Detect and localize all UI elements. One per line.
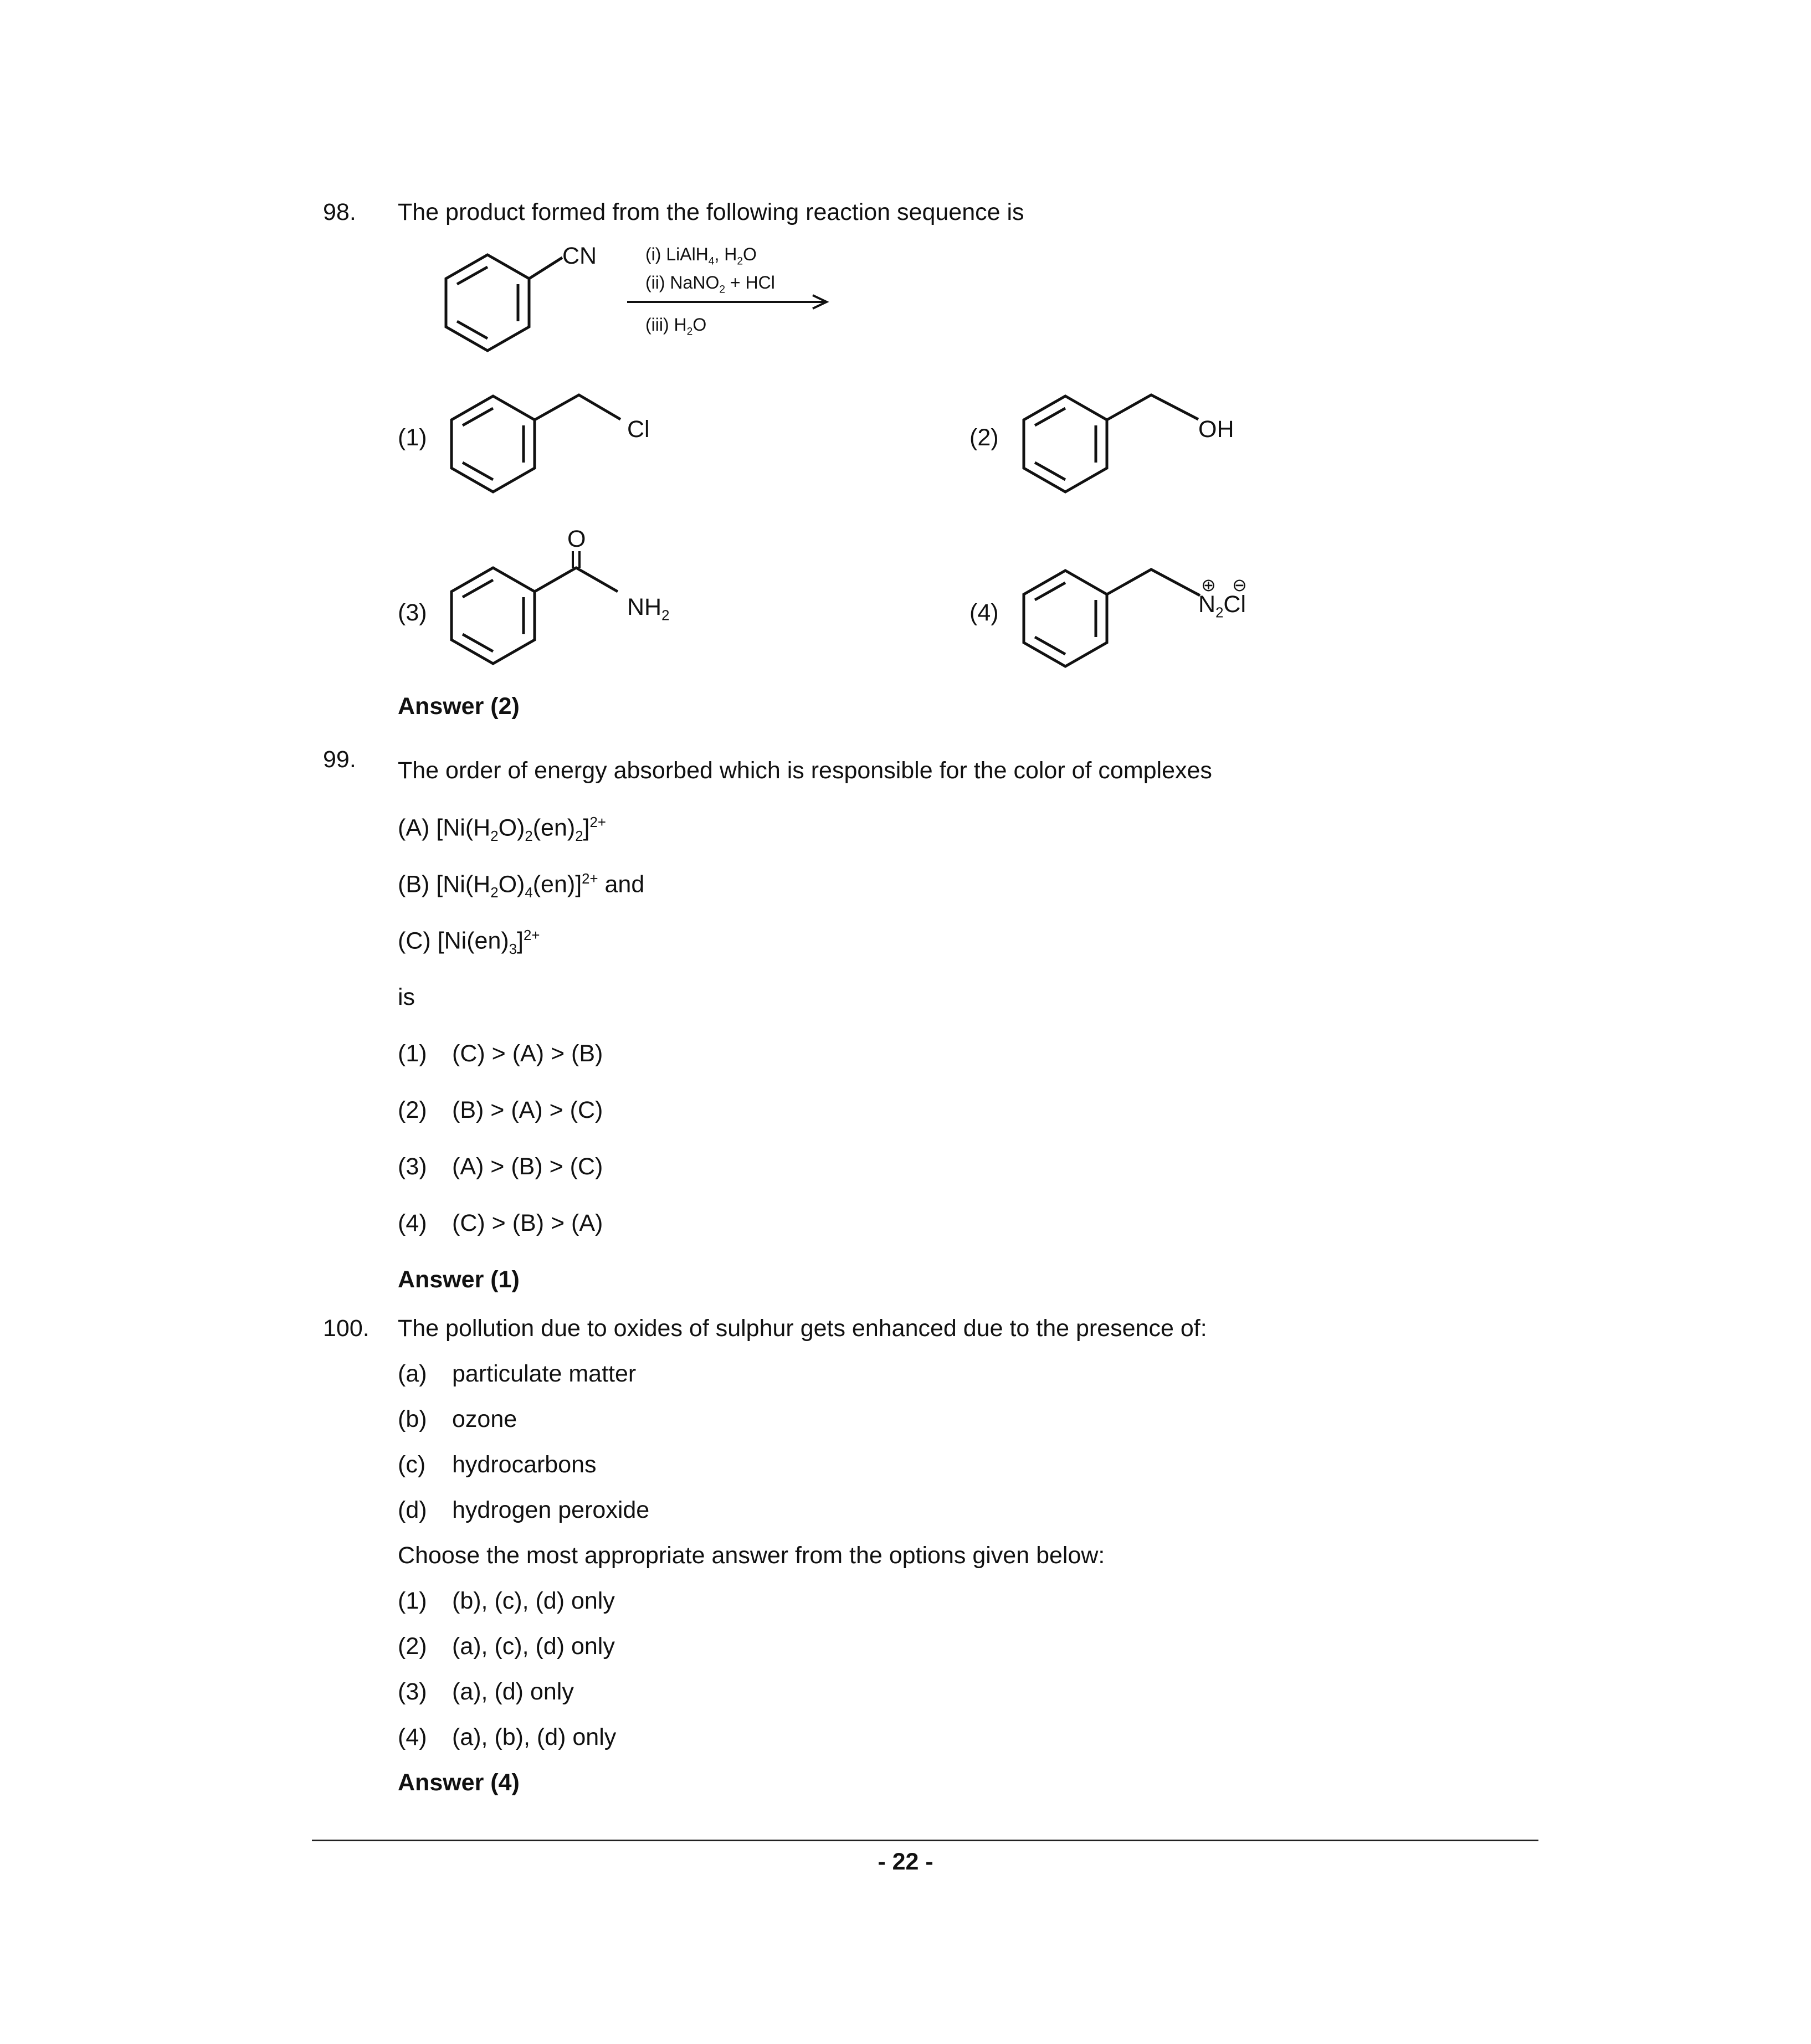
q98-option-3-label: (3) [398,599,427,626]
q98-option-2-structure [1024,391,1223,496]
q98-number: 98. [323,199,356,225]
q98-option-2-label: (2) [969,424,999,451]
q100-stem: The pollution due to oxides of sulphur gets enhanced due to the presence of: [398,1315,1207,1342]
q99-answer: Answer (1) [398,1266,520,1293]
q99-number: 99. [323,746,356,773]
q98-reaction-arrow [627,294,832,310]
q99-option-4: (4) (C) > (B) > (A) [398,1210,603,1236]
q100-item-a: (a) particulate matter [398,1360,637,1387]
q100-item-c: (c) hydrocarbons [398,1451,597,1478]
q98-stem: The product formed from the following reaction sequence is [398,199,1024,225]
q98-option-1-group: Cl [627,416,650,443]
q99-complex-b: (B) $[Ni(H_2O)_4(en)]^{2+}$ and [398,871,645,901]
q98-option-3-group: $NH_2$ [627,594,670,624]
q100-option-3: (3) (a), (d) only [398,1678,574,1705]
q98-option-2-group: OH [1198,416,1234,443]
q99-stem: The order of energy absorbed which is responsible for the color of complexes [398,757,1212,784]
q98-option-1-structure [452,391,651,496]
q100-item-b: (b) ozone [398,1406,517,1432]
q100-option-4: (4) (a), (b), (d) only [398,1724,617,1750]
q98-option-4-minus-charge: ⊖ [1232,575,1247,595]
q98-option-4-label: (4) [969,599,999,626]
q98-reactant-benzene-ring [446,252,540,357]
q98-reagent-3: (iii) $H_2O$ [645,315,707,338]
q98-reagent-1: (i) LiAlH$_4$, $H_2O$ [645,244,757,268]
q99-option-3: (3) (A) > (B) > (C) [398,1153,603,1180]
q100-item-d: (d) hydrogen peroxide [398,1497,650,1523]
q99-option-1: (1) (C) > (A) > (B) [398,1040,603,1067]
q98-answer: Answer (2) [398,693,520,720]
q100-answer: Answer (4) [398,1769,520,1796]
footer-divider [312,1840,1538,1841]
q100-number: 100. [323,1315,370,1342]
q99-option-2: (2) (B) > (A) > (C) [398,1097,603,1123]
q100-instruction: Choose the most appropriate answer from the options given below: [398,1542,1105,1569]
q99-complex-a: (A) $[Ni(H_2O)_2(en)_2]^{2+}$ [398,814,606,844]
q98-option-4-plus-charge: ⊕ [1201,575,1216,595]
q98-option-4-group: $N_2Cl$ [1198,591,1246,621]
q98-option-4-structure [1024,565,1207,670]
q100-option-2: (2) (a), (c), (d) only [398,1633,615,1660]
page-number: - 22 - [878,1848,933,1875]
q99-complex-c: (C) $[Ni(en)_3]^{2+}$ [398,927,540,957]
q98-option-3-carbonyl-oxygen: O [567,526,586,552]
q100-option-1: (1) (b), (c), (d) only [398,1588,615,1614]
q98-option-1-label: (1) [398,424,427,451]
q99-is-word: is [398,984,415,1010]
q98-reactant-group: CN [562,243,597,269]
q98-option-3-structure [452,551,640,662]
q98-reagent-2: (ii) NaNO$_2$ + HCl [645,273,775,296]
